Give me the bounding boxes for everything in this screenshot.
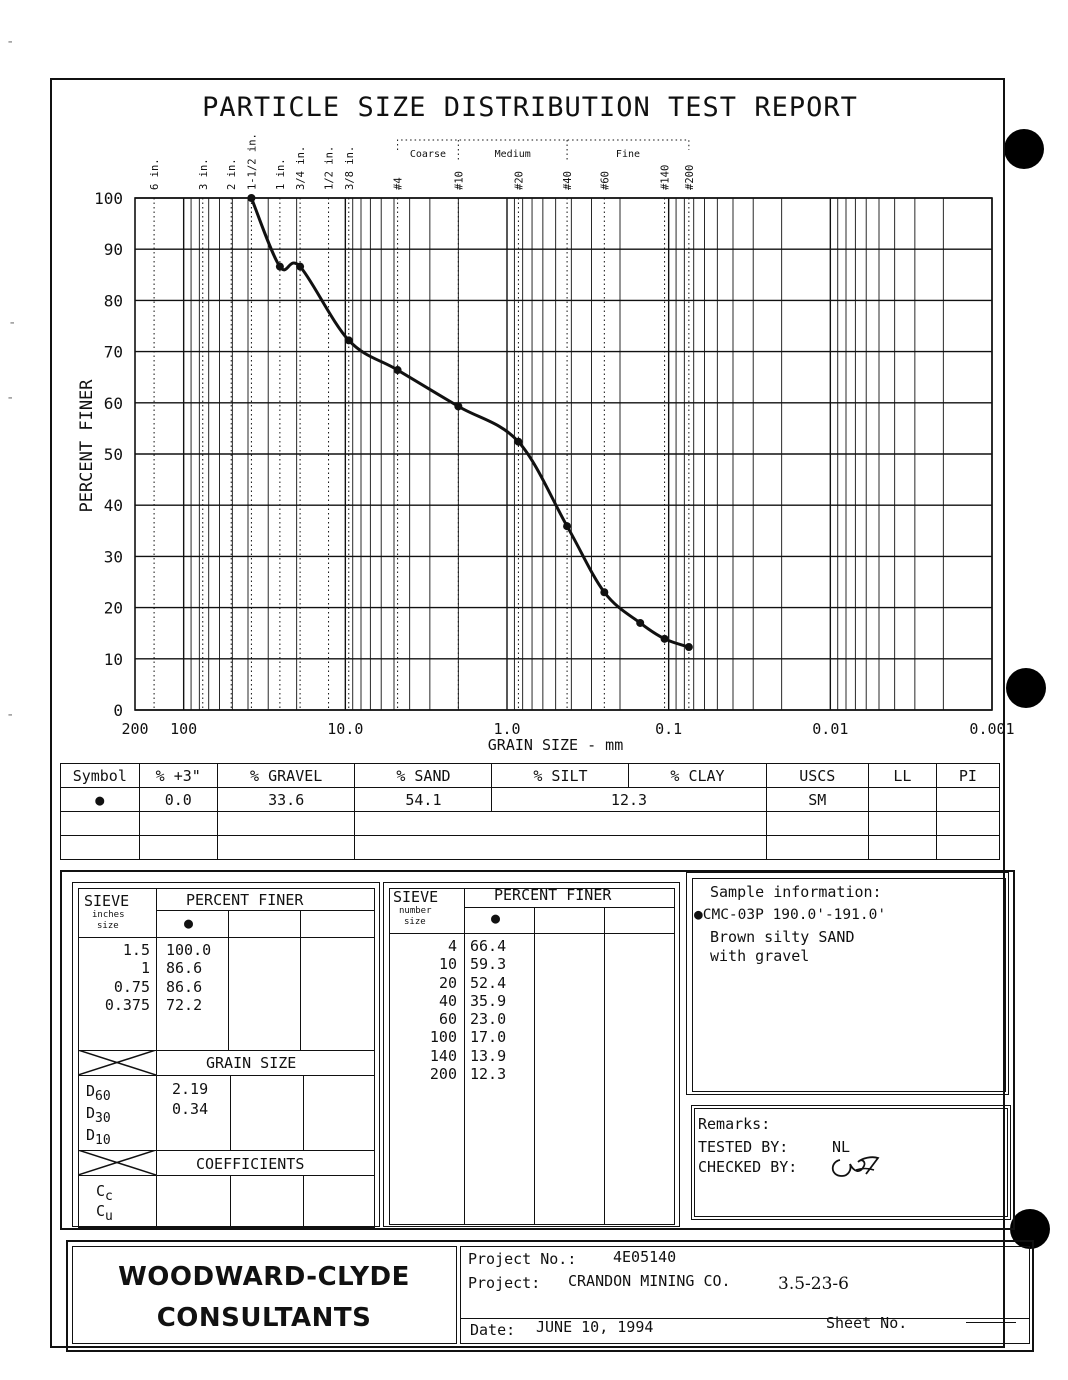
sieve-label: #60 <box>599 171 612 190</box>
y-tick-label: 10 <box>103 649 123 669</box>
handwritten-reference: 3.5-23-6 <box>778 1274 849 1294</box>
y-tick-label: 100 <box>94 189 123 208</box>
row-silt-clay: 12.3 <box>492 788 766 812</box>
sheet-number-label: Sheet No. <box>826 1314 908 1332</box>
row-gravel: 33.6 <box>217 788 355 812</box>
sieve-number-subheader: number <box>399 906 432 916</box>
remarks-heading: Remarks: <box>698 1115 771 1133</box>
x-axis-label: GRAIN SIZE - mm <box>487 736 624 754</box>
row-plus3: 0.0 <box>139 788 217 812</box>
scan-mark: - <box>8 315 17 331</box>
sieve-number-header: SIEVE <box>393 888 439 906</box>
sand-zone-label: Medium <box>494 149 531 160</box>
row-pi <box>936 788 999 812</box>
summary-empty-row <box>61 812 1000 836</box>
header-silt: % SILT <box>492 764 629 788</box>
data-point <box>454 402 462 410</box>
header-plus3: % +3" <box>139 764 217 788</box>
header-uscs: USCS <box>766 764 868 788</box>
sieve-inches-values: 100.0 86.6 86.6 72.2 <box>166 941 212 1014</box>
company-name-line2: CONSULTANTS <box>156 1303 372 1333</box>
data-point <box>276 263 284 271</box>
sieve-inches-header: SIEVE <box>84 892 130 910</box>
checked-by-label: CHECKED BY: <box>698 1158 798 1176</box>
report-title: PARTICLE SIZE DISTRIBUTION TEST REPORT <box>202 92 858 123</box>
percent-finer-header: PERCENT FINER <box>494 886 612 904</box>
project-number: 4E05140 <box>613 1248 677 1266</box>
d10-label: $D_{10}$ <box>86 1126 111 1148</box>
y-tick-label: 40 <box>103 496 123 516</box>
sieve-number-sizes: 4 10 20 40 60 100 140 200 <box>429 937 457 1084</box>
x-tick-label: 10.0 <box>327 720 364 738</box>
sieve-label: 3 in. <box>197 158 210 190</box>
tested-by-value: NL <box>832 1138 851 1156</box>
data-point <box>296 263 304 271</box>
percent-finer-symbol: ● <box>184 914 194 932</box>
sand-zone-label: Fine <box>615 149 641 160</box>
cu-label: $C_u$ <box>96 1202 113 1224</box>
sieve-label: #140 <box>659 164 672 190</box>
date-label: Date: <box>470 1321 516 1339</box>
sieve-label: #10 <box>453 171 466 190</box>
d30-value: 0.34 <box>172 1100 209 1118</box>
x-tick-label: 1.0 <box>493 720 521 738</box>
sieve-label: 2 in. <box>226 158 239 190</box>
data-point <box>563 522 571 530</box>
x-tick-label: 0.1 <box>655 720 683 738</box>
y-tick-label: 20 <box>103 598 123 618</box>
sieve-label: 1/2 in. <box>323 145 336 190</box>
percent-finer-symbol: ● <box>491 909 501 927</box>
y-tick-label: 30 <box>103 547 123 567</box>
row-symbol: ● <box>61 788 140 812</box>
percent-finer-header: PERCENT FINER <box>186 891 304 909</box>
sieve-label: #20 <box>513 171 526 190</box>
sieve-label: 6 in. <box>149 158 162 190</box>
sieve-inches-sizes: 1.5 1 0.75 0.375 <box>104 941 150 1014</box>
sample-id: ●CMC-03P 190.0'-191.0' <box>694 907 887 923</box>
summary-empty-row <box>61 836 1000 860</box>
summary-header-row <box>61 764 1000 788</box>
data-point <box>345 336 353 344</box>
y-tick-label: 90 <box>103 240 123 260</box>
data-point <box>661 635 669 643</box>
y-tick-label: 0 <box>113 701 123 720</box>
project-label: Project: <box>468 1274 541 1292</box>
header-clay: % CLAY <box>629 764 766 788</box>
project-name: CRANDON MINING CO. <box>568 1272 731 1290</box>
header-gravel: % GRAVEL <box>217 764 355 788</box>
scan-mark: - <box>6 390 15 406</box>
cross-mark-icon <box>78 1050 156 1075</box>
scan-mark: - <box>6 707 15 723</box>
header-symbol: Symbol <box>61 764 140 788</box>
report-date: JUNE 10, 1994 <box>536 1318 654 1336</box>
data-point <box>514 438 522 446</box>
header-ll: LL <box>868 764 936 788</box>
cross-mark-icon <box>78 1150 156 1175</box>
data-point <box>600 588 608 596</box>
sample-description: Brown silty SAND <box>710 928 855 946</box>
data-point <box>636 619 644 627</box>
coefficients-header: COEFFICIENTS <box>196 1155 305 1173</box>
sample-heading: Sample information: <box>710 883 882 901</box>
x-tick-label: 200 <box>121 720 149 738</box>
summary-table <box>60 763 1000 860</box>
sheet-number-value <box>966 1314 1016 1323</box>
scan-mark: - <box>6 34 15 50</box>
sieve-label: 3/4 in. <box>295 145 308 190</box>
sieve-label: 1-1/2 in. <box>246 133 259 190</box>
sample-description-2: with gravel <box>710 947 810 965</box>
sieve-number-values: 66.4 59.3 52.4 35.9 23.0 17.0 13.9 12.3 <box>470 937 507 1084</box>
header-pi: PI <box>936 764 999 788</box>
grain-size-header: GRAIN SIZE <box>206 1054 297 1072</box>
row-sand: 54.1 <box>355 788 492 812</box>
row-uscs: SM <box>766 788 868 812</box>
y-tick-label: 50 <box>103 445 123 464</box>
row-ll <box>868 788 936 812</box>
cc-label: $C_c$ <box>96 1182 113 1204</box>
data-point <box>247 194 255 202</box>
header-sand: % SAND <box>355 764 492 788</box>
y-axis-label: PERCENT FINER <box>77 379 97 513</box>
x-tick-label: 0.01 <box>812 720 849 738</box>
d60-value: 2.19 <box>172 1080 209 1098</box>
y-tick-label: 70 <box>103 342 123 362</box>
gradation-curve <box>251 198 688 647</box>
d60-label: $D_{60}$ <box>86 1082 111 1104</box>
project-number-label: Project No.: <box>468 1250 577 1268</box>
data-point <box>685 643 693 651</box>
x-tick-label: 0.001 <box>969 720 1015 738</box>
sieve-inches-subheader-size: size <box>97 921 119 931</box>
summary-data-row <box>61 788 1000 812</box>
company-name-line1: WOODWARD-CLYDE <box>118 1262 410 1292</box>
checker-signature <box>826 1150 888 1182</box>
sieve-label: #4 <box>392 177 405 190</box>
sand-zone-label: Coarse <box>409 149 447 160</box>
d30-label: $D_{30}$ <box>86 1104 111 1126</box>
y-tick-label: 60 <box>103 393 123 413</box>
sieve-label: #200 <box>683 164 696 190</box>
sieve-label: 1 in. <box>274 158 287 190</box>
sieve-inches-subheader: inches <box>92 910 125 920</box>
sieve-number-subheader-size: size <box>404 917 426 927</box>
sieve-label: 3/8 in. <box>343 145 356 190</box>
tested-by-label: TESTED BY: <box>698 1138 789 1156</box>
sieve-label: #40 <box>562 171 575 190</box>
x-tick-label: 100 <box>170 720 198 738</box>
y-tick-label: 80 <box>103 291 123 311</box>
data-point <box>394 366 402 374</box>
